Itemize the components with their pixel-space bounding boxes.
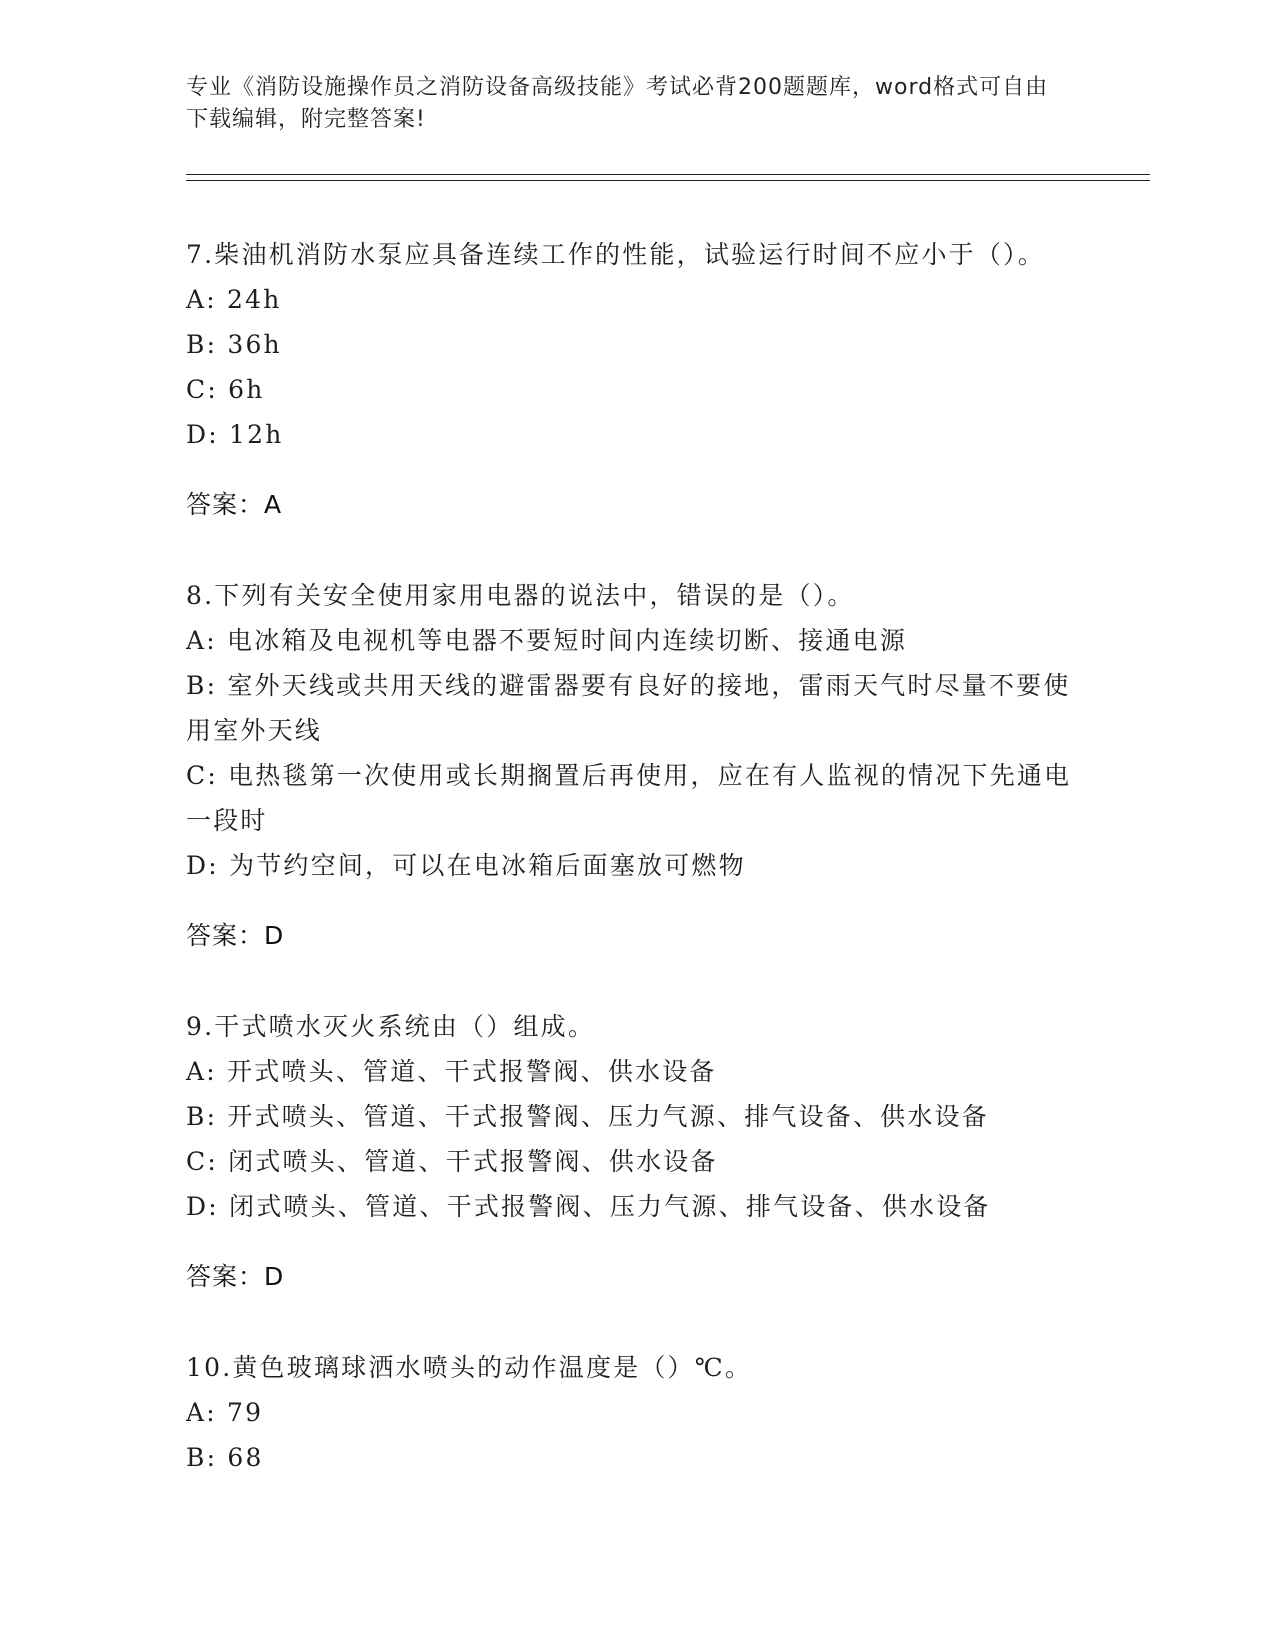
option-d: D: 12h [186,420,284,449]
option-c: C: 闭式喷头、管道、干式报警阀、供水设备 [186,1147,718,1176]
option-c: C: 电热毯第一次使用或长期搁置后再使用，应在有人监视的情况下先通电一段时 [186,761,1072,835]
option-a: A: 24h [186,285,282,314]
question-stem: 10.黄色玻璃球洒水喷头的动作温度是（）℃。 [186,1353,753,1382]
answer-label: 答案：D [186,1262,285,1291]
question-stem: 8.下列有关安全使用家用电器的说法中，错误的是（）。 [186,581,855,610]
question-10 [186,1345,1076,1480]
option-a: A: 开式喷头、管道、干式报警阀、供水设备 [186,1057,717,1086]
document-header: 专业《消防设施操作员之消防设备高级技能》考试必背200题题库，word格式可自由下载编辑，附完整答案! [186,75,1049,132]
option-b: B: 开式喷头、管道、干式报警阀、压力气源、排气设备、供水设备 [186,1102,989,1131]
option-b: B: 68 [186,1443,264,1472]
question-list [186,232,1076,1526]
option-a: A: 电冰箱及电视机等电器不要短时间内连续切断、接通电源 [186,626,908,655]
question-9 [186,1004,1076,1299]
option-c: C: 6h [186,375,265,404]
answer-label: 答案：A [186,490,283,519]
option-d: D: 闭式喷头、管道、干式报警阀、压力气源、排气设备、供水设备 [186,1192,991,1221]
option-b: B: 室外天线或共用天线的避雷器要有良好的接地，雷雨天气时尽量不要使用室外天线 [186,671,1071,745]
option-d: D: 为节约空间，可以在电冰箱后面塞放可燃物 [186,851,746,880]
header-divider-bottom [186,180,1150,181]
question-stem: 7.柴油机消防水泵应具备连续工作的性能，试验运行时间不应小于（）。 [186,240,1045,269]
option-b: B: 36h [186,330,282,359]
answer-label: 答案：D [186,921,285,950]
option-a: A: 79 [186,1398,264,1427]
question-stem: 9.干式喷水灭火系统由（）组成。 [186,1012,596,1041]
question-8 [186,573,1076,958]
header-divider-top [186,174,1150,175]
question-7 [186,232,1076,527]
